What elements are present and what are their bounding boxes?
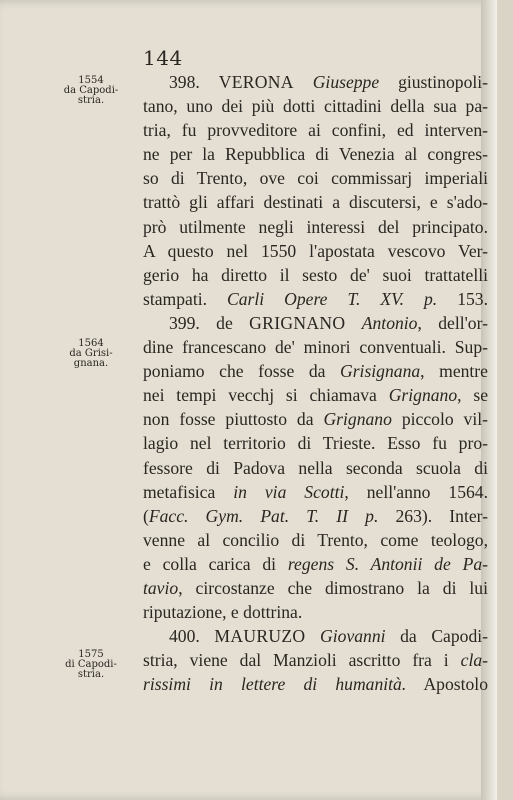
text-fragment: ( [143, 505, 149, 526]
text-line: prò utilmente negli interessi del principato. [143, 216, 488, 237]
text-line [143, 70, 488, 94]
text-fragment: stampati. [143, 288, 208, 309]
margin-note-year: 1564 [78, 338, 104, 349]
text-fragment: , circostanze che dimostrano la di lui [178, 577, 488, 598]
body-text [143, 70, 488, 696]
text-fragment: metafisica [143, 481, 216, 502]
margin-note-year: 1575 [78, 649, 104, 660]
text-fragment: , nell'anno 1564. [344, 481, 488, 502]
text-line [143, 311, 488, 335]
margin-note-place: da Grisi- [69, 348, 113, 359]
text-fragment: , mentre [420, 361, 488, 382]
text-line: gerio ha diretto il sesto de' suoi trattatelli [143, 264, 488, 285]
text-line [143, 552, 488, 576]
text-fragment: , se [457, 385, 489, 406]
entry-surname: VERONA [218, 72, 294, 92]
text-fragment: e colla carica di [143, 553, 277, 574]
place-name: Grignano [323, 409, 392, 430]
text-fragment: da Capodi- [400, 626, 488, 647]
text-line: trattò gli affari destinati a discutersi, e s'ado- [143, 192, 488, 213]
title-phrase: regens S. Antonii de Pa- [287, 553, 488, 574]
margin-note-398 [56, 76, 126, 106]
text-line: fessore di Padova nella seconda scuola di [143, 457, 488, 478]
text-fragment: nei tempi vecchj si chiamava [143, 385, 377, 406]
text-line [143, 576, 488, 600]
margin-note-place: stria. [77, 669, 105, 680]
text-fragment: de [216, 312, 233, 333]
text-line [143, 672, 488, 696]
text-fragment: poniamo che fosse da [143, 361, 326, 382]
title-phrase: rissimi in lettere di humanità. [143, 674, 407, 695]
citation: Carli Opere T. XV. p. [227, 288, 438, 309]
entry-given-name: Giuseppe [312, 72, 380, 92]
margin-note-place: stria. [77, 95, 105, 106]
text-line [143, 504, 488, 528]
page-number: 144 [143, 46, 183, 70]
place-name: in via Scotti [233, 481, 345, 502]
text-line [143, 407, 488, 431]
margin-note-399 [56, 339, 126, 369]
margin-note-place: di Capodi- [65, 659, 117, 670]
text-line [143, 480, 488, 504]
entry-surname: GRIGNANO [249, 312, 346, 333]
text-line [143, 359, 488, 383]
text-line: ne per la Repubblica di Venezia al congres- [143, 144, 488, 165]
place-name: Grisignana [340, 361, 421, 382]
text-fragment: piccolo vil- [401, 409, 488, 430]
text-fragment: , dell'or- [417, 312, 488, 333]
text-fragment: non fosse piuttosto da [143, 409, 314, 430]
text-line: venne al concilio di Trento, come teologo, [143, 529, 488, 550]
margin-note-place: gnana. [73, 358, 109, 369]
text-fragment: stria, viene dal Manzioli ascritto fra i [143, 650, 449, 671]
title-phrase: cla- [460, 650, 488, 671]
text-line: tria, fu provveditore ai confini, ed interven- [143, 120, 488, 141]
entry-surname: MAURUZO [214, 626, 306, 647]
text-fragment: 263). Inter- [395, 505, 489, 526]
margin-note-400 [56, 650, 126, 680]
text-line: A questo nel 1550 l'apostata vescovo Ver- [143, 240, 488, 261]
entry-number: 399. [169, 312, 200, 333]
citation: Facc. Gym. Pat. T. II p. [148, 505, 379, 526]
text-line: riputazione, e dottrina. [143, 602, 303, 623]
place-name: Grignano [388, 385, 458, 406]
text-line: tano, uno dei più dotti cittadini della sua pa- [143, 96, 488, 117]
title-phrase: tavio [143, 577, 179, 598]
text-fragment: 153. [457, 288, 488, 309]
text-line: dine francescano de' minori conventuali. Sup- [143, 337, 488, 358]
entry-given-name: Antonio [361, 312, 418, 333]
text-line: so di Trento, ove coi commissarj imperiali [143, 168, 488, 189]
margin-note-place: da Capodi- [63, 85, 119, 96]
text-line [143, 383, 488, 407]
text-line [143, 624, 488, 648]
margin-note-year: 1554 [78, 75, 104, 86]
text-line: lagio nel territorio di Trieste. Esso fu pro- [143, 433, 488, 454]
text-fragment: Apostolo [423, 674, 488, 695]
entry-number: 398. [169, 72, 200, 92]
entry-given-name: Giovanni [320, 626, 386, 647]
entry-number: 400. [169, 626, 200, 647]
text-line [143, 648, 488, 672]
text-line [143, 287, 488, 311]
text-fragment: giustinopoli- [398, 72, 489, 92]
